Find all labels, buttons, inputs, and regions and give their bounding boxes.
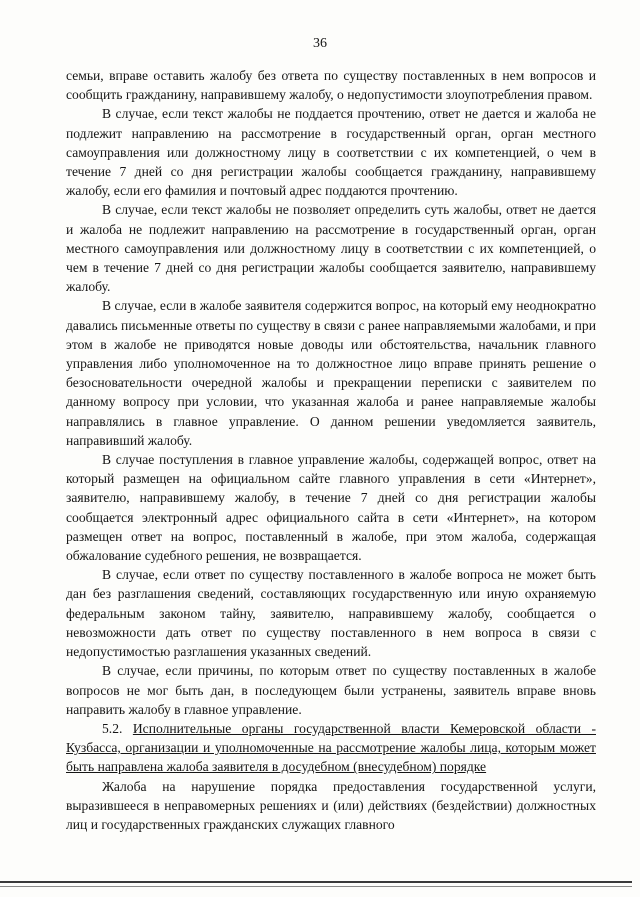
- section-heading: [66, 719, 596, 777]
- paragraph-continuation: семьи, вправе оставить жалобу без ответа по существу поставленных в нем вопросов и сообщить гражданину, направившему жалобу, о недопустимости злоупотребления правом.: [66, 68, 596, 103]
- paragraph-complaint-order: Жалоба на нарушение порядка предоставления государственной услуги, выразившееся в неправомерных решениях и (или) действиях (бездействии) должностных лиц и государственных гражданских служащих главного: [66, 778, 596, 832]
- page-number: 36: [313, 36, 327, 51]
- paragraph-undefined-essence: В случае, если текст жалобы не позволяет определить суть жалобы, ответ не дается и жалоба не подлежит направлению на рассмотрение в государственный орган, орган местного самоуправления или должностному лицу в соответствии с их компетенцией, о чем в течение 7 дней со дня регистрации жалобы сообщается заявителю, направившему жалобу.: [66, 202, 596, 295]
- paragraph-internet-answer: В случае поступления в главное управление жалобы, содержащей вопрос, ответ на который размещен на официальном сайте главного управления в сети «Интернет», заявителю, направившему жалобу, в течение 7 дней со дня регистрации жалобы сообщается электронный адрес официального сайта в сети «Интернет», на котором размещен ответ на вопрос, поставленный в жалобе, при этом жалоба, содержащая обжалование судебного решения, не возвращается.: [66, 452, 596, 564]
- section-title: Исполнительные органы государственной власти Кемеровской области - Кузбасса, организации и уполномоченные на рассмотрение жалобы лица, которым может быть направлена жалоба заявителя в досудебном (внесудебном) порядке: [66, 720, 596, 775]
- bottom-scan-edge: [0, 881, 632, 883]
- document-body: [66, 66, 596, 834]
- paragraph-reasons-removed: В случае, если причины, по которым ответ по существу поставленных в жалобе вопросов не мог быть дан, в последующем были устранены, заявитель вправе вновь направить жалобу в главное управление.: [66, 663, 596, 717]
- paragraph-secret-information: В случае, если ответ по существу поставленного в жалобе вопроса не может быть дан без разглашения сведений, составляющих государственную или иную охраняемую федеральным законом тайну, заявителю, направившему жалобу, сообщается о невозможности дать ответ по существу поставленного в нем вопроса в связи с недопустимостью разглашения указанных сведений.: [66, 567, 596, 660]
- paragraph-unreadable-text: В случае, если текст жалобы не поддается прочтению, ответ не дается и жалоба не подлежит направлению на рассмотрение в государственный орган, орган местного самоуправления или должностному лицу в соответствии с их компетенцией, о чем в течение 7 дней со дня регистрации жалобы сообщается гражданину, направившему жалобу, если его фамилия и почтовый адрес поддаются прочтению.: [66, 106, 596, 199]
- paragraph-repeated-question: В случае, если в жалобе заявителя содержится вопрос, на который ему неоднократно давались письменные ответы по существу в связи с ранее направляемыми жалобами, и при этом в жалобе не приводятся новые доводы или обстоятельства, начальник главного управления либо уполномоченное на то должностное лицо вправе принять решение о безосновательности очередной жалобы и прекращении переписки с заявителем по данному вопросу при условии, что указанная жалоба и ранее направляемые жалобы направлялись в главное управление. О данном решении уведомляется заявитель, направивший жалобу.: [66, 298, 596, 448]
- section-number: 5.2.: [102, 720, 123, 736]
- bottom-scan-edge-thin: [0, 886, 632, 887]
